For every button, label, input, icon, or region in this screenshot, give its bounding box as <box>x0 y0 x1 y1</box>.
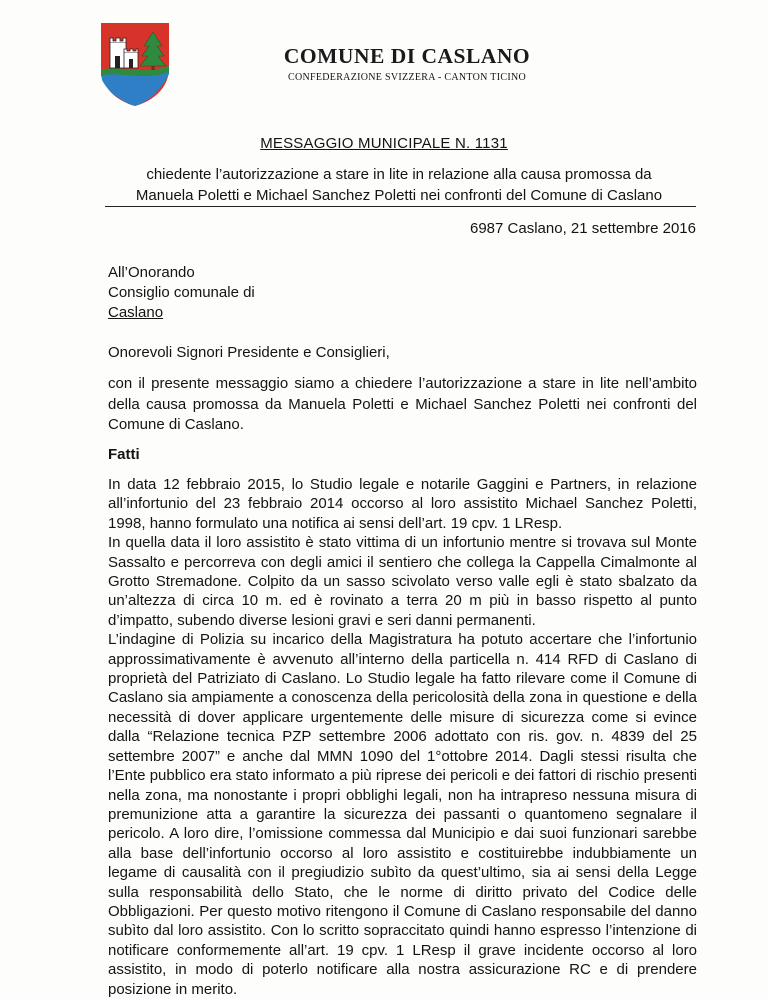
salutation: Onorevoli Signori Presidente e Consiglieri, <box>108 344 390 361</box>
body-paragraph: In quella data il loro assistito è stato vittima di un infortunio mentre si trovava sul Monte Sassalto e percorreva con degli amici il sentiero che collega la Cappella Cimalmonte al Grotto Stremadone. Colpito da un sasso scivolato verso valle egli è stato sbalzato da un’altezza di circa 10 m. ed è rovinato a terra 20 m più in basso rispetto al punto d’impatto, subendo diverse lesioni gravi e seri danni permanenti. <box>108 534 697 629</box>
message-subject <box>100 164 698 206</box>
subject-line: Manuela Poletti e Michael Sanchez Poletti nei confronti del Comune di Caslano <box>135 187 663 204</box>
addressee-block <box>108 263 255 323</box>
addressee-line: Caslano <box>108 304 164 321</box>
body-paragraph: In data 12 febbraio 2015, lo Studio legale e notarile Gaggini e Partners, in relazione all’infortunio del 23 febbraio 2014 occorso al loro assistito Michael Sanchez Poletti, 1998, hanno formulato una notifica ai sensi dell’art. 19 cpv. 1 LResp. <box>108 476 697 532</box>
municipality-title: COMUNE DI CASLANO <box>283 44 531 68</box>
addressee-line: All’Onorando <box>108 264 195 281</box>
divider <box>105 206 696 207</box>
section-body <box>108 475 697 999</box>
message-title: MESSAGGIO MUNICIPALE N. 1131 <box>260 135 508 152</box>
section-heading: Fatti <box>108 446 140 463</box>
body-paragraph: L’indagine di Polizia su incarico della Magistratura ha potuto accertare che l’infortunio approssimativamente è avvenuto all’interno della particella n. 414 RFD di Caslano di proprietà del Patriziato di Caslano. Lo Studio legale ha fatto rilevare come il Comune di Caslano sia ampiamente a conoscenza della pericolosità della zona in questione e della necessità di dover applicare urgentemente delle misure di sicurezza come si evince dalla “Relazione tecnica PZP settembre 2006 adottato con ris. gov. n. 4839 del 25 settembre 2007” e anche dal MMN 1090 del 1°ottobre 2014. Dagli stessi risulta che l’Ente pubblico era stato informato a più riprese dei pericoli e dei fattori di rischio presenti nella zona, ma nonostante i propri obblighi legali, non ha intrapreso nessuna misura di premunizione atta a garantire la sicurezza dei passanti o quantomeno segnalare il pericolo. A loro dire, l’omissione commessa dal Municipio e dai suoi funzionari sarebbe alla base dell’infortunio occorso al loro assistito e costituirebbe indubbiamente un legame di causalità con il pregiudizio subìto da quest’ultimo, sia ai sensi della Legge sulla responsabilità dello Stato, che le norme di diritto privato del Codice delle Obbligazioni. Per questo motivo ritengono il Comune di Caslano responsabile del danno subìto dal loro assistito. Con lo scritto sopraccitato quindi hanno espresso l’intenzione di notificare conformemente all’art. 19 cpv. 1 LResp il grave incidente occorso al loro assistito, in modo di poterlo notificare alla nostra assicurazione RC e di prendere posizione in merito. <box>108 631 697 998</box>
municipality-subtitle: CONFEDERAZIONE SVIZZERA - CANTON TICINO <box>288 72 526 83</box>
dateline: 6987 Caslano, 21 settembre 2016 <box>470 220 696 237</box>
intro-paragraph: con il presente messaggio siamo a chiedere l’autorizzazione a stare in lite nell’ambito della causa promossa da Manuela Poletti e Michael Sanchez Poletti nei confronti del Comune di Caslano. <box>108 375 697 433</box>
addressee-line: Consiglio comunale di <box>108 284 255 301</box>
subject-line: chiedente l’autorizzazione a stare in lite in relazione alla causa promossa da <box>146 166 652 183</box>
